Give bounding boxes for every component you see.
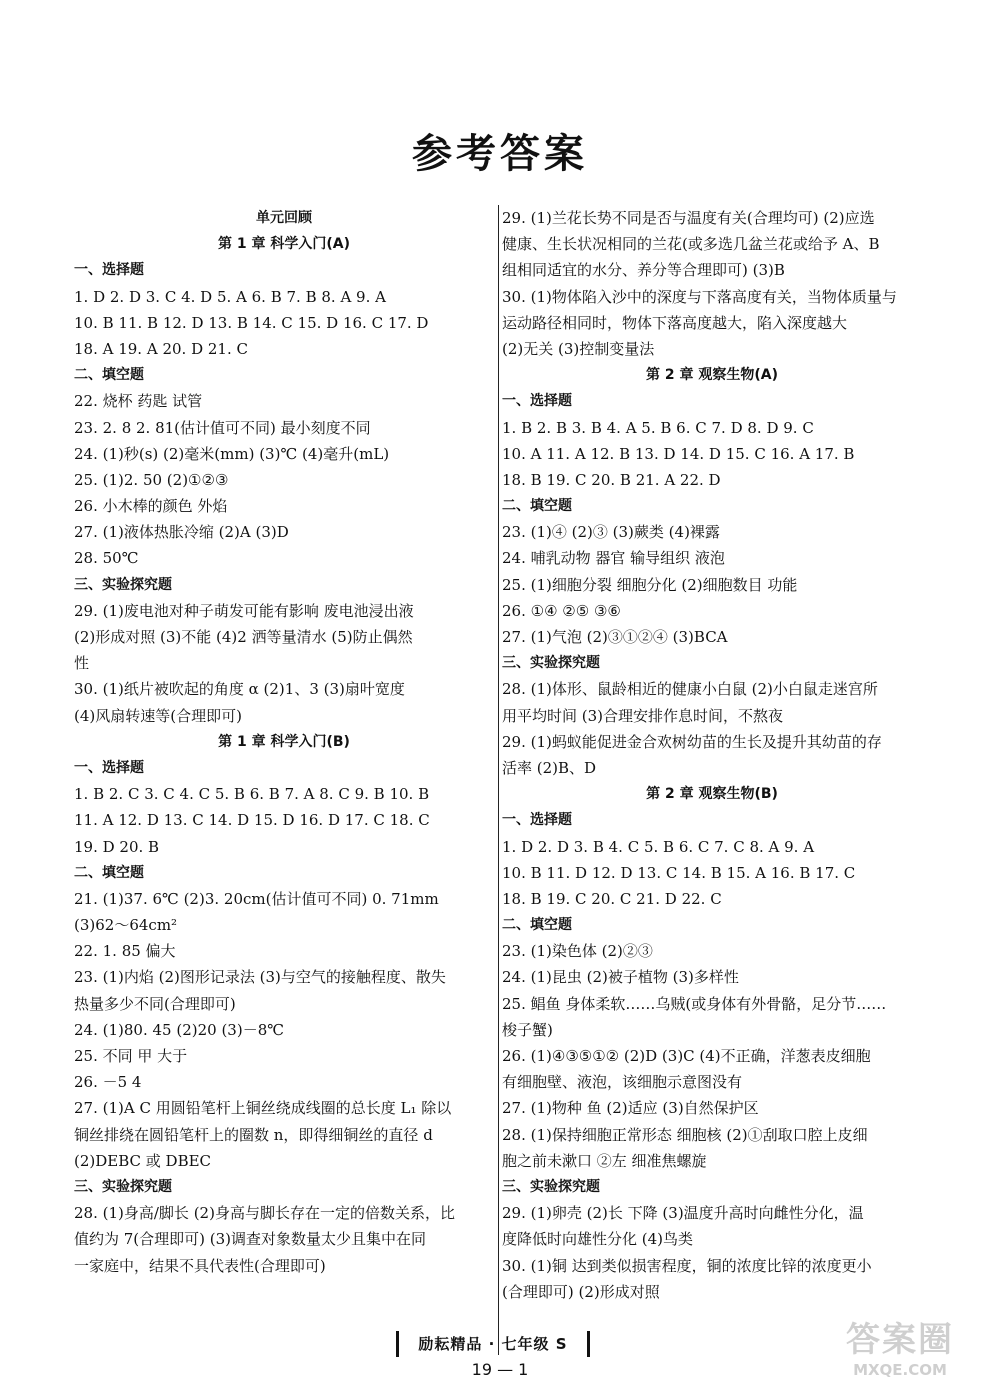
answer-line: 梭子蟹)	[502, 1020, 553, 1039]
answer-line: 23. (1)内焰 (2)图形记录法 (3)与空气的接触程度、散失	[74, 968, 446, 987]
answer-line: 29. (1)卵壳 (2)长 下降 (3)温度升高时向雌性分化，温	[502, 1204, 864, 1223]
section-heading: 一、选择题	[502, 812, 572, 829]
section-heading: 三、实验探究题	[74, 1178, 172, 1195]
answer-line: 18. B 19. C 20. B 21. A 22. D	[502, 470, 721, 489]
answer-line: 值约为 7(合理即可) (3)调查对象数量太少且集中在同	[74, 1230, 427, 1249]
answer-line: 30. (1)物体陷入沙中的深度与下落高度有关，当物体质量与	[502, 287, 897, 306]
chapter-heading: 单元回顾	[256, 210, 312, 226]
answer-line: 热量多少不同(合理即可)	[74, 994, 236, 1013]
right-column	[502, 205, 922, 1305]
section-heading: 二、填空题	[74, 864, 144, 881]
section-heading: 一、选择题	[502, 393, 572, 410]
answer-line: 26. (1)④③⑤①② (2)D (3)C (4)不正确，洋葱表皮细胞	[502, 1047, 871, 1065]
chapter-heading: 第 2 章 观察生物(A)	[646, 367, 778, 384]
answer-line: 27. (1)物种 鱼 (2)适应 (3)自然保护区	[502, 1099, 759, 1118]
answer-line: 健康、生长状况相同的兰花(或多选几盆兰花或给予 A、B	[502, 235, 880, 254]
section-heading: 三、实验探究题	[74, 576, 172, 593]
answer-line: 25. 不同 甲 大于	[74, 1047, 188, 1065]
watermark-logo-text: 答案圈	[846, 1320, 954, 1360]
chapter-heading: 第 1 章 科学入门(B)	[218, 733, 350, 750]
left-column	[74, 205, 494, 1279]
answer-line: 10. B 11. D 12. D 13. C 14. B 15. A 16. B 17. C	[502, 863, 856, 882]
watermark	[820, 1320, 980, 1386]
answer-line: 24. (1)秒(s) (2)毫米(mm) (3)℃ (4)毫升(mL)	[74, 444, 390, 463]
answer-line: 29. (1)蚂蚁能促进金合欢树幼苗的生长及提升其幼苗的存	[502, 732, 882, 751]
footer-brand: 励耘精品 · 七年级 S	[396, 1331, 590, 1357]
watermark-url: MXQE.COM	[853, 1361, 947, 1379]
answer-line: (2)形成对照 (3)不能 (4)2 洒等量清水 (5)防止偶然	[74, 628, 413, 646]
answer-line: 有细胞壁、液泡，该细胞示意图没有	[502, 1073, 743, 1092]
answer-line: 24. (1)80. 45 (2)20 (3)－8℃	[74, 1020, 285, 1039]
column-divider	[498, 205, 499, 1355]
page-number: 19 — 1	[471, 1360, 529, 1379]
section-heading: 三、实验探究题	[502, 1178, 600, 1195]
answer-line: 29. (1)废电池对种子萌发可能有影响 废电池浸出液	[74, 601, 414, 620]
answer-line: 23. (1)染色体 (2)②③	[502, 942, 653, 961]
answer-line: 22. 烧杯 药匙 试管	[74, 392, 203, 411]
answer-line: 23. (1)④ (2)③ (3)蕨类 (4)裸露	[502, 523, 720, 542]
answer-line: 1. D 2. D 3. B 4. C 5. B 6. C 7. C 8. A 9. A	[502, 837, 815, 856]
answer-line: 27. (1)液体热胀冷缩 (2)A (3)D	[74, 523, 289, 542]
chapter-heading: 第 2 章 观察生物(B)	[646, 786, 778, 803]
answer-line: (合理即可) (2)形成对照	[502, 1282, 660, 1301]
answer-line: 组相同适宜的水分、养分等合理即可) (3)B	[502, 261, 785, 280]
answer-line: 1. B 2. B 3. B 4. A 5. B 6. C 7. D 8. D 9. C	[502, 418, 814, 437]
answer-line: 27. (1)A C 用圆铅笔杆上铜丝绕成线圈的总长度 L₁ 除以	[74, 1099, 452, 1118]
answer-line: 28. 50℃	[74, 549, 139, 568]
section-heading: 一、选择题	[74, 759, 144, 776]
answer-line: 25. (1)2. 50 (2)①②③	[74, 470, 229, 489]
answer-line: 28. (1)体形、鼠龄相近的健康小白鼠 (2)小白鼠走迷宫所	[502, 680, 878, 699]
answer-line: 30. (1)纸片被吹起的角度 α (2)1、3 (3)扇叶宽度	[74, 680, 405, 699]
answer-line: 18. A 19. A 20. D 21. C	[74, 339, 248, 358]
answer-line: 10. B 11. B 12. D 13. B 14. C 15. D 16. C 17. D	[74, 313, 429, 332]
answer-line: 1. B 2. C 3. C 4. C 5. B 6. B 7. A 8. C 9. B 10. B	[74, 785, 430, 804]
answer-line: (2)DEBC 或 DBEC	[74, 1151, 212, 1170]
answer-line: (4)风扇转速等(合理即可)	[74, 706, 242, 725]
answer-line: 23. 2. 8 2. 81(估计值可不同) 最小刻度不同	[74, 418, 371, 437]
answer-line: 25. 鲳鱼 身体柔软……乌贼(或身体有外骨骼，足分节……	[502, 994, 887, 1013]
answer-line: 24. 哺乳动物 器官 输导组织 液泡	[502, 549, 725, 568]
answer-line: 胞之前未漱口 ②左 细准焦螺旋	[502, 1151, 707, 1170]
answer-line: 24. (1)昆虫 (2)被子植物 (3)多样性	[502, 968, 739, 987]
answer-line: 26. －5 4	[74, 1073, 142, 1092]
answer-line: 25. (1)细胞分裂 细胞分化 (2)细胞数目 功能	[502, 575, 798, 594]
answer-line: 10. A 11. A 12. B 13. D 14. D 15. C 16. A 17. B	[502, 444, 855, 463]
answer-line: 铜丝排绕在圆铅笔杆上的圈数 n，即得细铜丝的直径 d	[74, 1125, 433, 1144]
answer-line: 一家庭中，结果不具代表性(合理即可)	[74, 1256, 326, 1275]
answer-line: 29. (1)兰花长势不同是否与温度有关(合理均可) (2)应选	[502, 209, 875, 227]
answer-line: 27. (1)气泡 (2)③①②④ (3)BCA	[502, 628, 728, 646]
answer-line: 19. D 20. B	[74, 837, 160, 856]
chapter-heading: 第 1 章 科学入门(A)	[218, 236, 350, 253]
answer-line: 21. (1)37. 6℃ (2)3. 20cm(估计值可不同) 0. 71mm	[74, 889, 439, 908]
answer-line: 26. 小木棒的颜色 外焰	[74, 497, 228, 516]
answer-line: 11. A 12. D 13. C 14. D 15. D 16. D 17. C 18. C	[74, 811, 430, 830]
section-heading: 二、填空题	[74, 367, 144, 384]
answer-line: 26. ①④ ②⑤ ③⑥	[502, 601, 621, 620]
answer-line: 度降低时向雄性分化 (4)鸟类	[502, 1230, 694, 1249]
section-heading: 一、选择题	[74, 262, 144, 279]
answer-line: 用平均时间 (3)合理安排作息时间，不熬夜	[502, 706, 784, 725]
section-heading: 三、实验探究题	[502, 655, 600, 672]
answer-line: 运动路径相同时，物体下落高度越大，陷入深度越大	[502, 313, 848, 332]
answer-line: (2)无关 (3)控制变量法	[502, 339, 655, 358]
section-heading: 二、填空题	[502, 498, 572, 515]
answer-line: 22. 1. 85 偏大	[74, 942, 176, 961]
answer-line: 18. B 19. C 20. C 21. D 22. C	[502, 889, 722, 908]
answer-line: (3)62～64cm²	[74, 916, 178, 935]
answer-line: 1. D 2. D 3. C 4. D 5. A 6. B 7. B 8. A 9. A	[74, 287, 386, 306]
answer-line: 28. (1)保持细胞正常形态 细胞核 (2)①刮取口腔上皮细	[502, 1125, 868, 1144]
section-heading: 二、填空题	[502, 917, 572, 934]
answer-line: 活率 (2)B、D	[502, 758, 597, 777]
answer-line: 28. (1)身高/脚长 (2)身高与脚长存在一定的倍数关系，比	[74, 1204, 455, 1223]
answer-line: 30. (1)铜 达到类似损害程度，铜的浓度比锌的浓度更小	[502, 1256, 872, 1275]
page-title: 参考答案	[412, 131, 588, 177]
answer-line: 性	[74, 654, 90, 673]
